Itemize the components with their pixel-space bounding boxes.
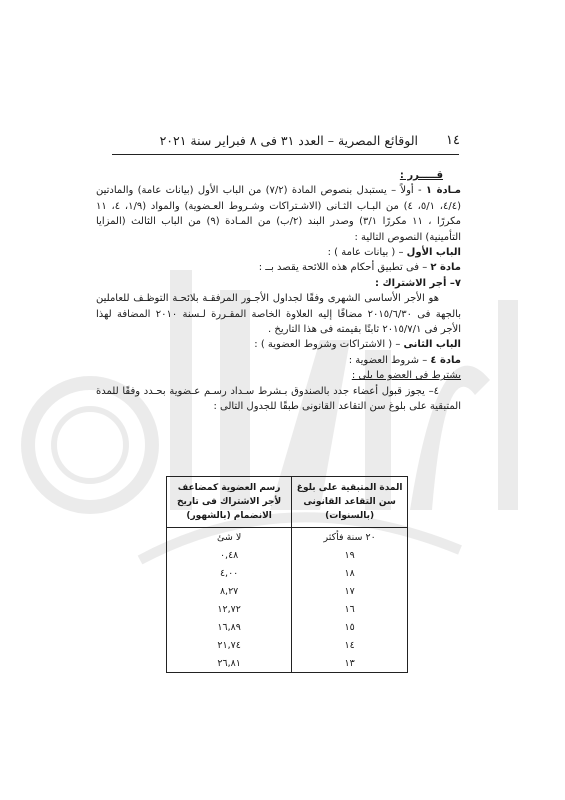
article-1-text: - أولاً – يستبدل بنصوص المادة (٧/٢) من الباب الأول (بيانات عامة) والمادتين (٤/٤، ٥/١، ٤) من البـاب الثـانى (الاشـتراكات وشـروط العـضوية) والمواد (١/٩، ٤، ١١ مكررًا ، ١١ مكررًا ٣/١) وصدر البند (٢/ب) من المـادة (٩) من الباب الثالث (المزايا التأمينية) النصوص التالية : (96, 185, 462, 243)
table-cell-fee: ٨,٢٧ (167, 582, 292, 600)
article-1-label: مـادة ١ (425, 185, 462, 197)
table-header-fee-multiple: رسم العضوية كمضاعف لأجر الاشتراك فى تاريخ الانضمام (بالشهور) (167, 477, 292, 528)
table-header-remaining-years: المدة المتبقية على بلوغ سن التقاعد القانونى (بالسنوات) (292, 477, 408, 528)
table-row (167, 564, 408, 582)
table-header-row (167, 477, 408, 528)
document-body (96, 168, 461, 415)
table-cell-years: ١٥ (292, 618, 408, 636)
item-7-text: هو الأجر الأساسى الشهرى وفقًا لجداول الأجـور المرفقـة بلائحـة التوظـف للعاملين بالجهة فى ٢٠١٥/٦/٣٠ مضافًا إليه العلاوة الخاصة المقـررة لـسنة ٢٠١٠ المضافة لهذا الأجر فى ٢٠١٥/٧/١ ثابتًا بقيمته فى هذا التاريخ . (96, 293, 461, 336)
table-cell-years: ١٨ (292, 564, 408, 582)
page-number: ١٤ (446, 133, 460, 148)
table-cell-years: ١٦ (292, 600, 408, 618)
table-cell-fee: ٠,٤٨ (167, 546, 292, 564)
table-cell-fee: ٢٦,٨١ (167, 654, 292, 673)
membership-fee-table (166, 476, 408, 673)
table-row (167, 618, 408, 636)
article-2-text: – فى تطبيق أحكام هذه اللائحة يقصد بــ : (258, 262, 431, 274)
article-4 (96, 353, 461, 368)
article-4-label: مادة ٤ (430, 354, 461, 366)
table-row (167, 654, 408, 673)
table-cell-years: ١٧ (292, 582, 408, 600)
table-cell-years: ١٣ (292, 654, 408, 673)
chapter-2-text: – ( الاشتراكات وشروط العضوية ) : (254, 339, 404, 351)
table-cell-fee: لا شئ (167, 528, 292, 547)
header-rule (112, 154, 459, 155)
chapter-2-label: الباب الثانى (403, 339, 461, 351)
item-4-text: ٤– يجوز قبول أعضاء جدد بالصندوق بـشرط سـداد رسـم عـضوية بحـدد وفقًا للمدة المتبقية على بلوغ سن التقاعد القانونى طبقًا للجدول التالى : (96, 385, 461, 413)
article-2 (96, 260, 461, 275)
table-cell-fee: ٢١,٧٤ (167, 636, 292, 654)
article-1 (96, 183, 461, 245)
condition-text: يشترط فى العضو ما يلى : (351, 370, 461, 382)
table-row (167, 600, 408, 618)
decision-title: قـــــرر : (399, 170, 443, 181)
table-row (167, 636, 408, 654)
gazette-title: الوقائع المصرية – العدد ٣١ فى ٨ فبراير سنة ٢٠٢١ (159, 133, 418, 148)
table-row (167, 582, 408, 600)
table-cell-years: ١٩ (292, 546, 408, 564)
table-cell-years: ٢٠ سنة فأكثر (292, 528, 408, 547)
chapter-2 (96, 337, 461, 352)
chapter-1-label: الباب الأول (406, 247, 461, 259)
table-row (167, 546, 408, 564)
table-cell-years: ١٤ (292, 636, 408, 654)
table-cell-fee: ١٢,٧٢ (167, 600, 292, 618)
table-row (167, 528, 408, 547)
page-header (115, 131, 460, 153)
item-7-label: ٧– أجر الاشتراك : (374, 277, 461, 289)
chapter-1 (96, 245, 461, 260)
table-cell-fee: ٤,٠٠ (167, 564, 292, 582)
chapter-1-text: – ( بيانات عامة ) : (327, 247, 407, 259)
table-cell-fee: ١٦,٨٩ (167, 618, 292, 636)
article-4-text: – شروط العضوية : (348, 354, 431, 366)
article-2-label: مادة ٢ (430, 262, 461, 274)
